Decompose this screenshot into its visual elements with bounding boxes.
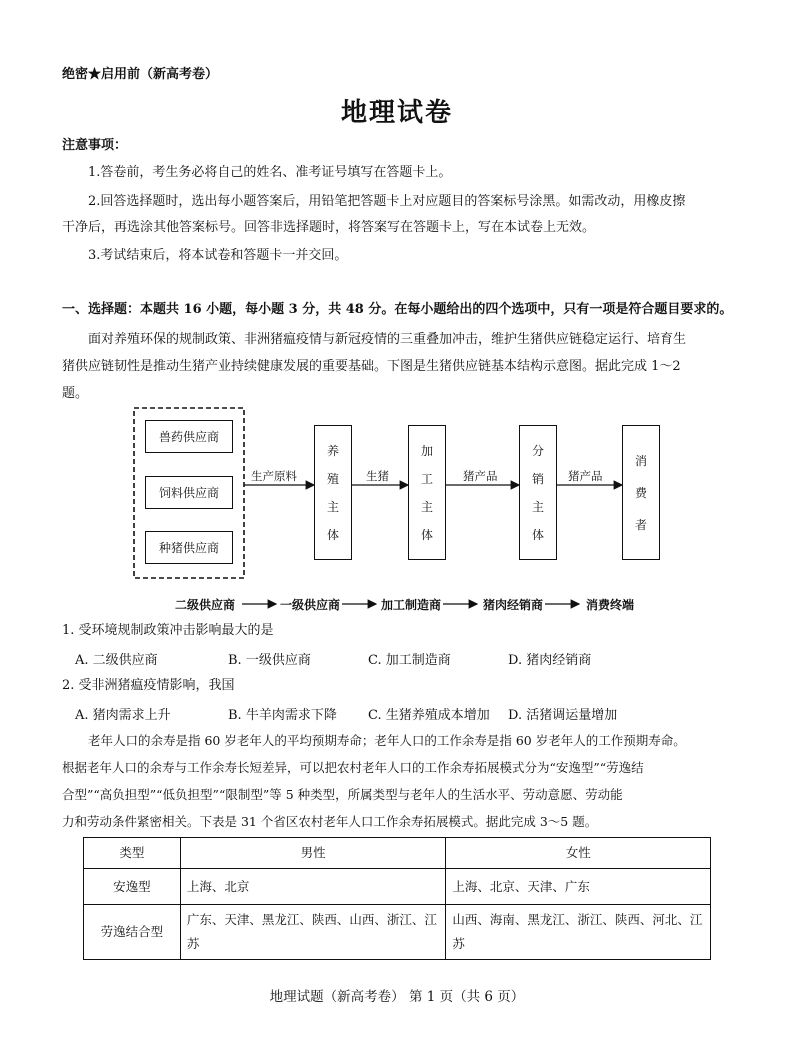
table-header-cell: 类型 bbox=[84, 838, 181, 869]
notice-heading: 注意事项： bbox=[62, 138, 128, 153]
table-header-cell: 男性 bbox=[180, 838, 446, 869]
notice-item-3: 3.考试结束后，将本试卷和答题卡一并交回。 bbox=[88, 248, 348, 263]
confidential-label: 绝密★启用前（新高考卷） bbox=[62, 67, 219, 82]
supplier-box-breeder: 种猪供应商 bbox=[145, 531, 233, 564]
notice-item-2: 2.回答选择题时，选出每小题答案后，用铅笔把答题卡上对应题目的答案标号涂黑。如需改动，用橡皮擦 bbox=[88, 194, 686, 209]
chain-label-secondary-supplier: 二级供应商 bbox=[175, 598, 236, 612]
node-char: 工 bbox=[420, 471, 433, 486]
question-2-option-c[interactable]: C. 生猪养殖成本增加 bbox=[368, 708, 490, 723]
passage1-line-2: 猪供应链韧性是推动生猪产业持续健康发展的重要基础。下图是生猪供应链基本结构示意图。据此完成 1～2 bbox=[62, 359, 681, 374]
node-char: 主 bbox=[531, 499, 544, 514]
node-consumer bbox=[622, 425, 660, 560]
supplier-box-vet: 兽药供应商 bbox=[145, 420, 233, 453]
chain-label-consumer-end: 消费终端 bbox=[586, 598, 635, 612]
passage2-line-4: 力和劳动条件紧密相关。下表是 31 个省区农村老年人口工作余寿拓展模式。据此完成 3～5 题。 bbox=[62, 814, 598, 829]
question-1-option-a[interactable]: A. 二级供应商 bbox=[75, 653, 158, 668]
question-1-option-c[interactable]: C. 加工制造商 bbox=[368, 653, 451, 668]
flow-label-pig-products-2: 猪产品 bbox=[568, 469, 603, 483]
flow-label-raw-materials: 生产原料 bbox=[251, 469, 297, 483]
chain-label-manufacturer: 加工制造商 bbox=[381, 598, 442, 612]
table-header-row bbox=[84, 838, 711, 869]
node-char: 体 bbox=[420, 527, 433, 542]
node-distribution-entity bbox=[519, 425, 557, 560]
work-life-expectancy-table bbox=[83, 837, 711, 960]
table-row bbox=[84, 869, 711, 905]
question-2-option-a[interactable]: A. 猪肉需求上升 bbox=[75, 708, 171, 723]
node-char: 分 bbox=[531, 443, 544, 458]
section-heading: 一、选择题：本题共 16 小题，每小题 3 分，共 48 分。在每小题给出的四个选项中，只有一项是符合题目要求的。 bbox=[62, 302, 733, 317]
node-char: 殖 bbox=[326, 471, 339, 486]
question-2-option-b[interactable]: B. 牛羊肉需求下降 bbox=[228, 708, 337, 723]
passage2-line-2: 根据老年人口的余寿与工作余寿长短差异，可以把农村老年人口的工作余寿拓展模式分为“安逸型”“劳逸结 bbox=[62, 760, 644, 775]
notice-item-2-cont: 干净后，再选涂其他答案标号。回答非选择题时，将答案写在答题卡上，写在本试卷上无效。 bbox=[62, 220, 596, 235]
table-cell-female: 山西、海南、黑龙江、浙江、陕西、河北、江苏 bbox=[446, 905, 711, 960]
notice-item-1: 1.答卷前，考生务必将自己的姓名、准考证号填写在答题卡上。 bbox=[88, 165, 452, 180]
table-cell-female: 上海、北京、天津、广东 bbox=[446, 869, 711, 905]
node-char: 主 bbox=[326, 499, 339, 514]
node-char: 体 bbox=[326, 527, 339, 542]
node-processing-entity bbox=[408, 425, 446, 560]
flow-label-live-pigs: 生猪 bbox=[366, 469, 389, 483]
supplier-box-feed: 饲料供应商 bbox=[145, 476, 233, 509]
node-char: 主 bbox=[420, 499, 433, 514]
node-char: 销 bbox=[531, 471, 544, 486]
node-char: 体 bbox=[531, 527, 544, 542]
question-1-option-b[interactable]: B. 一级供应商 bbox=[228, 653, 311, 668]
passage2-line-1: 老年人口的余寿是指 60 岁老年人的平均预期寿命；老年人口的工作余寿是指 60 岁老年人的工作预期寿命。 bbox=[88, 733, 686, 748]
page-footer: 地理试题（新高考卷） 第 1 页（共 6 页） bbox=[269, 989, 525, 1005]
chain-label-distributor: 猪肉经销商 bbox=[483, 598, 544, 612]
table-cell-type: 劳逸结合型 bbox=[84, 905, 181, 960]
question-1-option-d[interactable]: D. 猪肉经销商 bbox=[508, 653, 592, 668]
table-header-cell: 女性 bbox=[446, 838, 711, 869]
node-char: 加 bbox=[420, 443, 433, 458]
table-cell-type: 安逸型 bbox=[84, 869, 181, 905]
question-2-stem: 2. 受非洲猪瘟疫情影响，我国 bbox=[62, 678, 235, 693]
node-breeding-entity bbox=[314, 425, 352, 560]
passage1-line-3: 题。 bbox=[62, 386, 89, 401]
chain-label-primary-supplier: 一级供应商 bbox=[280, 598, 341, 612]
page-title: 地理试卷 bbox=[340, 98, 453, 128]
node-char: 者 bbox=[634, 517, 647, 532]
table-cell-male: 上海、北京 bbox=[180, 869, 446, 905]
node-char: 养 bbox=[326, 443, 339, 458]
node-char: 费 bbox=[634, 485, 647, 500]
flow-label-pig-products-1: 猪产品 bbox=[463, 469, 498, 483]
question-2-option-d[interactable]: D. 活猪调运量增加 bbox=[508, 708, 618, 723]
passage1-line-1: 面对养殖环保的规制政策、非洲猪瘟疫情与新冠疫情的三重叠加冲击，维护生猪供应链稳定运行、培育生 bbox=[88, 332, 687, 347]
node-char: 消 bbox=[634, 453, 647, 468]
passage2-line-3: 合型”“高负担型”“低负担型”“限制型”等 5 种类型，所属类型与老年人的生活水平、劳动意愿、劳动能 bbox=[62, 787, 623, 802]
table-cell-male: 广东、天津、黑龙江、陕西、山西、浙江、江苏 bbox=[180, 905, 446, 960]
table-row bbox=[84, 905, 711, 960]
question-1-stem: 1. 受环境规制政策冲击影响最大的是 bbox=[62, 623, 274, 638]
